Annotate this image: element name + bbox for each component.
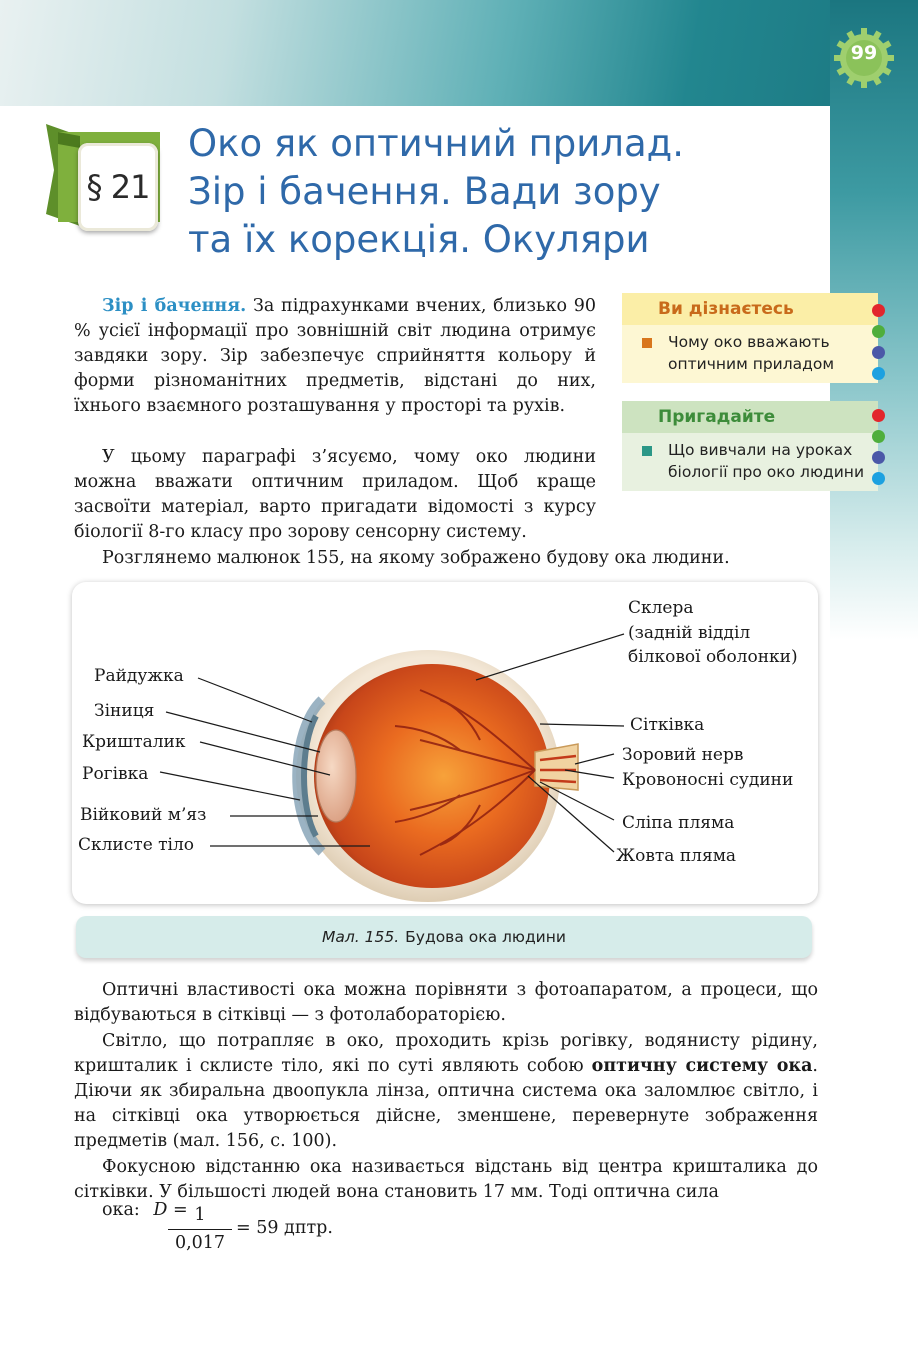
keyword-vision: Зір і бачення. xyxy=(102,296,247,316)
label-cornea: Рогівка xyxy=(82,764,149,784)
caption-text: Будова ока людини xyxy=(405,928,566,946)
learn-item-text: Чому око вважають оптичним приладом xyxy=(668,333,835,373)
formula-variable: D = xyxy=(153,1200,188,1220)
label-sclera-2: (задній відділ xyxy=(628,623,751,643)
paragraph-4: Оптичні властивості ока можна порівняти з фотоапаратом, а процеси, що відбуваються в сітківці — з фотолабораторією. xyxy=(74,980,818,1025)
formula-lead: ока: xyxy=(102,1200,140,1220)
recall-item-text: Що вивчали на уроках біології про око людини xyxy=(668,441,865,481)
fraction-numerator: 1 xyxy=(168,1202,232,1230)
fraction-denominator: 0,017 xyxy=(174,1233,226,1253)
label-optic-nerve: Зоровий нерв xyxy=(622,745,744,765)
label-blood-vessels: Кровоносні судини xyxy=(622,770,794,790)
intro-paragraph-2: У цьому параграфі з’ясуємо, чому око людини можна вважати оптичним приладом. Щоб краще засвоїти матеріал, варто пригадати відомості з курсу біології 8-го класу про зорову сенсорну систему. xyxy=(74,447,596,542)
paragraph-5 xyxy=(74,1029,818,1154)
label-retina: Сітківка xyxy=(630,715,705,735)
label-blind-spot: Сліпа пляма xyxy=(622,813,735,833)
p5-text-b: . Діючи як збиральна двоопукла лінза, оптична система ока заломлює світло, і на сітківці ока утворюється дійсне, зменшене, перевернуте зображення предметів (мал. 156, с. 100). xyxy=(74,1056,818,1151)
term-optical-system: оптичну систему ока xyxy=(591,1056,813,1076)
page-number: 99 xyxy=(850,42,878,64)
caption-number: Мал. 155. xyxy=(322,928,400,946)
figure-caption xyxy=(76,916,812,958)
intro-paragraph-3: Розглянемо малюнок 155, на якому зображено будову ока людини. xyxy=(102,548,730,568)
learn-heading: Ви дізнаєтесь xyxy=(622,293,878,325)
label-sclera-3: білкової оболонки) xyxy=(628,647,798,667)
formula-fraction xyxy=(168,1202,232,1256)
label-vitreous-body: Склисте тіло xyxy=(78,835,195,855)
formula-result: = 59 дптр. xyxy=(236,1218,333,1238)
section-badge: § 21 xyxy=(78,143,158,231)
title-line-2: Зір і бачення. Вади зору xyxy=(188,170,661,213)
paragraph-6: Фокусною відстанню ока називається відстань від центра кришталика до сітківки. У більшості людей вона становить 17 мм. Тоді оптична сила xyxy=(74,1157,818,1202)
title-line-3: та їх корекція. Окуляри xyxy=(188,218,650,261)
label-iris: Райдужка xyxy=(94,666,184,686)
label-yellow-spot: Жовта пляма xyxy=(616,846,737,866)
label-lens: Кришталик xyxy=(82,732,186,752)
intro-p1-text: За підрахунками вчених, близько 90 % усієї інформації про зовнішній світ людина отримує завдяки зору. Зір забезпечує сприйняття кольору й форми різноманітних предметів, відстані до них, їхнього взаємного розташування у просторі та рухів. xyxy=(74,296,596,416)
lens-shape xyxy=(316,730,356,822)
title-line-1: Око як оптичний прилад. xyxy=(188,122,684,165)
label-sclera-1: Склера xyxy=(628,598,694,618)
p5-text-a: Світло, що потрапляє в око, проходить крізь рогівку, водянисту рідину, кришталик і склисте тіло, які по суті являють собою xyxy=(74,1031,818,1076)
recall-heading: Пригадайте xyxy=(622,401,878,433)
label-ciliary-muscle: Війковий м’яз xyxy=(80,805,207,825)
label-pupil: Зіниця xyxy=(94,701,155,721)
